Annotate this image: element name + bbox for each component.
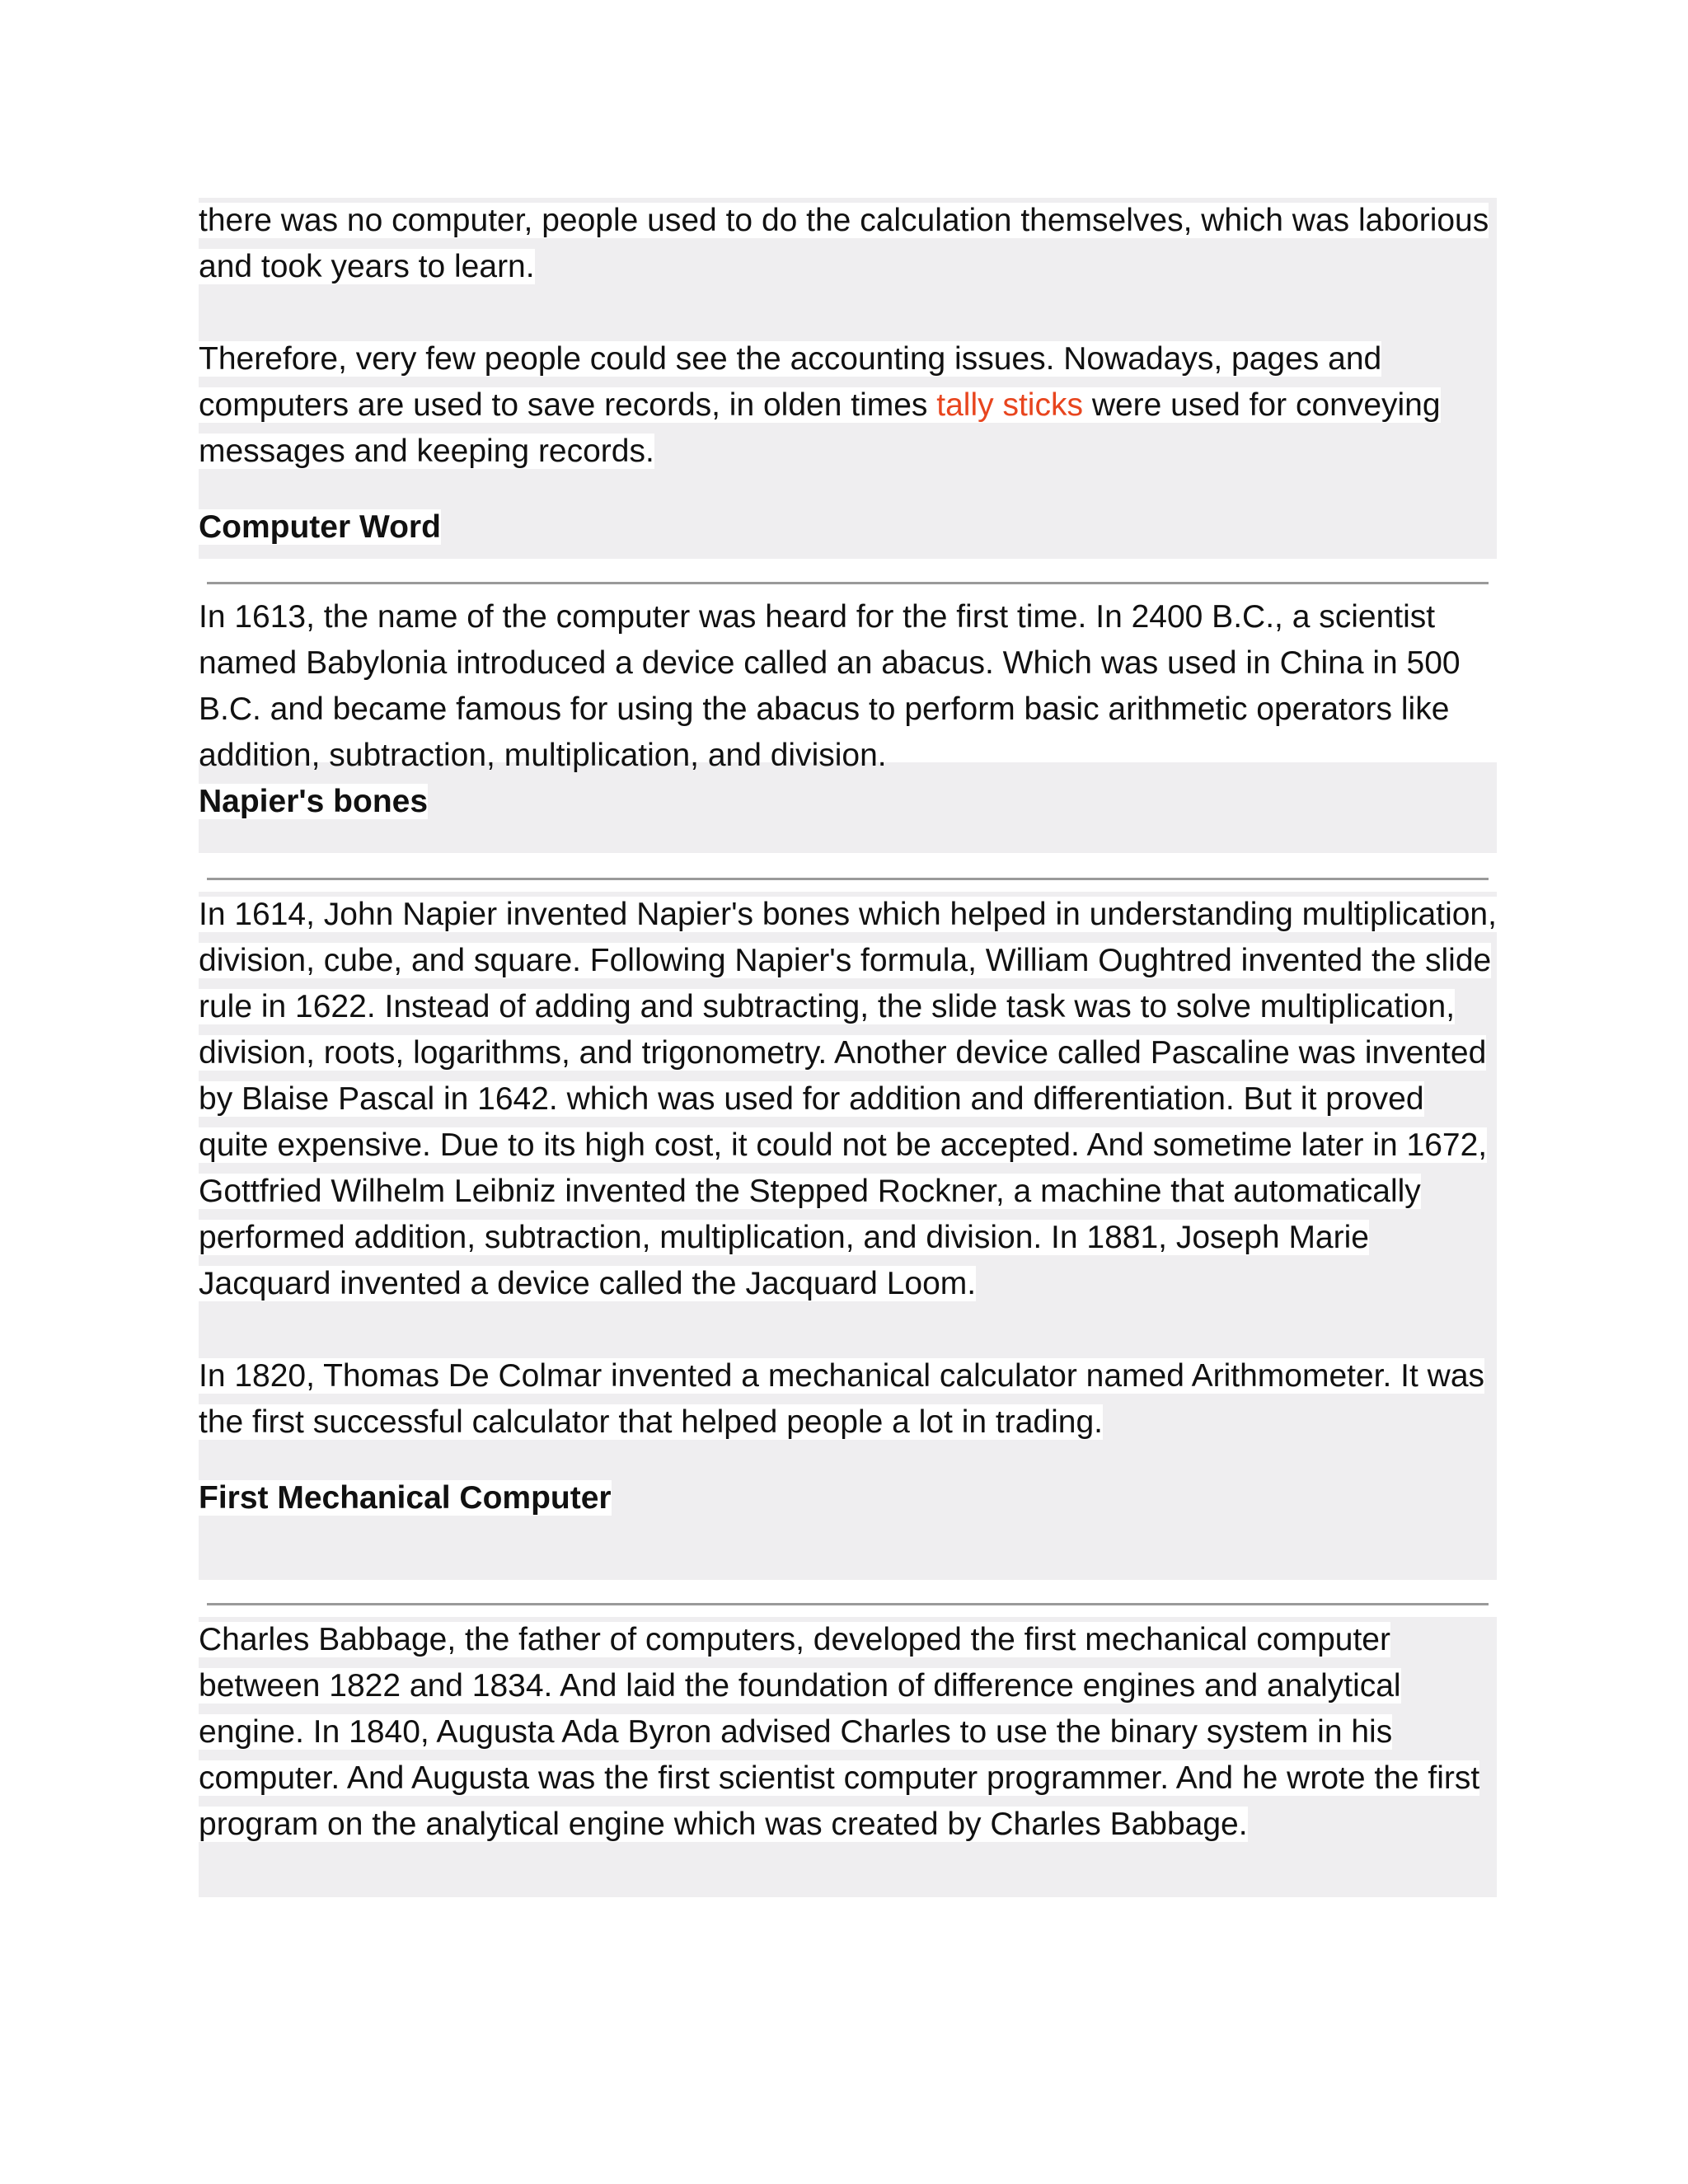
- document-page: [199, 198, 1497, 1897]
- heading-computer-word-text: Computer Word: [199, 509, 441, 545]
- mechanical-computer-section: [199, 1617, 1497, 1897]
- tally-sticks-link[interactable]: tally sticks: [936, 387, 1083, 423]
- intro-paragraph-1-text: there was no computer, people used to do the calculation themselves, which was laborious and took years to learn.: [199, 203, 1489, 284]
- heading-mechanical-computer: [199, 1475, 1497, 1521]
- napier-paragraph-1: [199, 892, 1497, 1307]
- intro-paragraph-2-text-b: were used for conveying messages and keeping records.: [199, 387, 1441, 469]
- computer-word-paragraph: [199, 594, 1497, 779]
- heading-computer-word: [199, 504, 1497, 551]
- heading-mechanical-computer-text: First Mechanical Computer: [199, 1480, 612, 1516]
- mechanical-computer-paragraph-text: Charles Babbage, the father of computers, developed the first mechanical computer between 1822 and 1834. And laid the foundation of difference engines and analytical engine. In 1840, Augusta Ada Byron advised Charles to use the binary system in his computer. And Augusta was the first scientist computer programmer. And he wrote the first program on the analytical engine which was created by Charles Babbage.: [199, 1622, 1480, 1842]
- napier-paragraph-1-text: In 1614, John Napier invented Napier's bones which helped in understanding multiplication, division, cube, and square. Following Napier's formula, William Oughtred invented the slide rule in 1622. Instead of adding and subtracting, the slide task was to solve multiplication, division, roots, logarithms, and trigonometry. Another device called Pascaline was invented by Blaise Pascal in 1642. which was used for addition and differentiation. But it proved quite expensive. Due to its high cost, it could not be accepted. And sometime later in 1672, Gottfried Wilhelm Leibniz invented the Stepped Rockner, a machine that automatically performed addition, subtraction, multiplication, and division. In 1881, Joseph Marie Jacquard invented a device called the Jacquard Loom.: [199, 897, 1497, 1301]
- heading-napier-text: Napier's bones: [199, 784, 429, 819]
- heading-napier: [199, 779, 1497, 825]
- napier-paragraph-2: [199, 1353, 1497, 1446]
- napier-section: [199, 892, 1497, 1580]
- computer-word-section: [199, 594, 1497, 773]
- mechanical-computer-paragraph: [199, 1617, 1497, 1848]
- intro-paragraph-2: [199, 336, 1497, 475]
- intro-section: [199, 198, 1497, 559]
- intro-paragraph-1: [199, 198, 1497, 290]
- computer-word-paragraph-text: In 1613, the name of the computer was heard for the first time. In 2400 B.C., a scientist named Babylonia introduced a device called an abacus. Which was used in China in 500 B.C. and became famous for using the abacus to perform basic arithmetic operators like addition, subtraction, multiplication, and division.: [199, 599, 1461, 773]
- napier-paragraph-2-text: In 1820, Thomas De Colmar invented a mechanical calculator named Arithmometer. It was the first successful calculator that helped people a lot in trading.: [199, 1358, 1485, 1440]
- intro-paragraph-2-text-a: Therefore, very few people could see the accounting issues. Nowadays, pages and computers are used to save records, in olden times: [199, 341, 1382, 423]
